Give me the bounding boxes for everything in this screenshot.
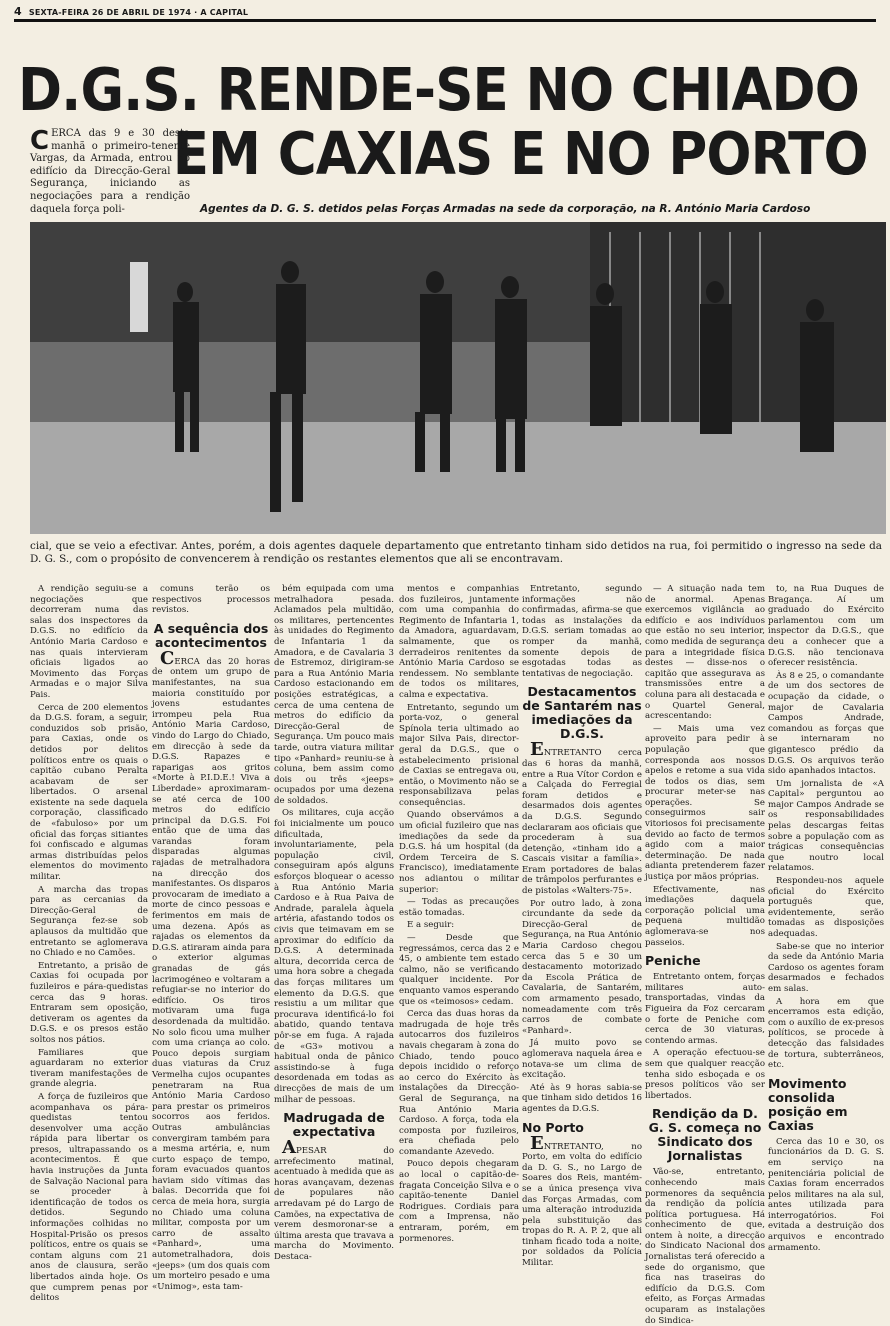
column-1 (30, 584, 148, 1304)
article-paragraph: to, na Rua Duques de Bragança. Aí um graduado do Exército parlamentou com um inspector da D.G.S., que deu a conhecer que a D.G.S. não tencionava oferecer resistência. (768, 584, 884, 669)
article-paragraph: Cerca das duas horas da madrugada de hoje três autocarros dos fuzileiros navais chegaram à zona do Chiado, tendo pouco depois incidido o reforço ao cerco do Exército às instalações da Direcção-Geral de Segurança, na Rua António Maria Cardoso. A força, toda ela composta por fuzileiros, era chefiada pelo comandante Azevedo. (399, 1009, 519, 1157)
column-5 (522, 584, 642, 1269)
article-paragraph: E a seguir: (407, 920, 455, 931)
page-number: 4 (14, 5, 22, 18)
section-heading-peniche: Peniche (645, 953, 701, 969)
headline-line-2: EM CAXIAS E NO PORTO (172, 119, 868, 188)
article-paragraph: Vão-se, entretanto, conhecendo mais pormenores da sequência da rendição da polícia política portuguesa. Há conhecimento de que, ontem à noite, a direcção do Sindicato Nacional dos Jornalistas terá oferecido a sede do organismo, que fica nas traseiras do edifício da D.G.S. Com efeito, as Forças Armadas ocuparam as instalações do Sindica- (645, 1167, 765, 1326)
article-paragraph: Entretanto, segundo um porta-voz, o general Spínola teria ultimado ao major Silva Pais, director-geral da D.G.S., que o estabelecimento prisional de Caxias se entregava ou, então, o Movimento não se responsabilizava pelas consequências. (399, 702, 519, 808)
article-paragraph: Às 8 e 25, o comandante de um dos sectores de ocupação da cidade, o major de Cavalaria Campos Andrade, comandou as forças que se internaram no gigantesco prédio da D.G.S. Os arquivos terão sido apanhados intactos. (768, 670, 884, 777)
article-paragraph: — Desde que regressámos, cerca das 2 e 45, o ambiente tem estado calmo, não se verificando qualquer incidente. Por enquanto vamos esperando que os «teimosos» cedam. (399, 933, 519, 1007)
article-paragraph: Cerca de 200 elementos da D.G.S. foram, a seguir, conduzidos sob prisão, para Caxias, onde os detidos por delitos políticos entre os quais o capitão cubano Peralta acabavam de ser libertados. O arsenal existente na sede daquela corporação, classificado de «fabuloso» por um oficial das forças sitiantes foi confiscado e algumas armas distribuídas pelos elementos do movimento militar. (30, 702, 148, 883)
article-paragraph: A marcha das tropas para as cercanias da Direcção-Geral de Segurança fez-se sob aplausos da multidão que entretanto se aglomerava no Chiado e no Camões. (30, 884, 148, 959)
article-paragraph: ENTRETANTO cerca das 6 horas da manhã, entre a Rua Vítor Cordon e a Calçada do Ferregial foram detidos e desarmados dois agentes da D.G.S. Segundo declararam aos oficiais que procederam à sua detenção, «tinham ido a Cascais visitar a família». Eram portadores de balas de trâmpolos perfurantes e de pistolas «Walters-75». (522, 739, 642, 897)
column-3 (274, 584, 394, 1263)
lede-text: ERCA das 9 e 30 desta manhã o primeiro-tenente Vargas, da Armada, entrou no edifício da Direcção-Geral de Segurança, iniciando as negociações para a rendição daquela força poli- (30, 128, 190, 215)
article-paragraph: bém equipada com uma metralhadora pesada. Aclamados pela multidão, os militares, pertencentes às unidades do Regimento de Infantaria 1 da Amadora, e de Cavalaria 3 de Estremoz, dirigiram-se para a Rua António Maria Cardoso estacionando em posições estratégicas, a cerca de uma centena de metros do edifício da Direcção-Geral de Segurança. Um pouco mais tarde, outra viatura militar tipo «Panhard» reuniu-se à coluna, bem assim como dois ou três «jeeps» ocupados por uma dezena de soldados. (274, 584, 394, 806)
section-heading-porto: No Porto (522, 1119, 584, 1135)
article-paragraph: A operação efectuou-se sem que qualquer reacção tenha sido esboçada e os presos políticos vão ser libertados. (645, 1048, 765, 1101)
article-paragraph: mentos e companhias dos fuzileiros, juntamente com uma companhia do Regimento de Infantaria 1, da Amadora, aguardavam, salmamente, que os derradeiros renitentes da António Maria Cardoso se rendessem. No semblante de todos os militares, calma e expectativa. (399, 584, 519, 700)
headline-line-1: D.G.S. RENDE-SE NO CHIADO (18, 55, 859, 124)
lede-dropcap: C (30, 126, 50, 156)
news-photo (30, 222, 886, 534)
article-paragraph: CERCA das 20 horas de ontem um grupo de manifestantes, na sua maioria constituído por jovens estudantes irrompeu pela Rua António Maria Cardoso, vindo do Largo do Chiado, em direcção à sede da D.G.S. Rapazes e raparigas aos gritos «Morte à P.I.D.E.! Viva a Liberdade» aproximaram-se até cerca de 100 metros do edifício principal da D.G.S. Foi então que de uma das varandas foram disparadas algumas rajadas de metralhadora na direcção dos manifestantes. Os disparos provocaram de imediato a morte de cinco pessoas e ferimentos em mais de uma dezena. Após as rajadas os elementos da D.G.S. atiraram ainda para o exterior algumas granadas de gás lacrimogéneo e voltaram a refugiar-se no interior do edifício. Os tiros motivaram uma fuga desordenada da multidão. No solo ficou uma mulher com uma criança ao colo. Pouco depois surgiam duas viaturas da Cruz Vermelha cujos ocupantes penetraram na Rua António Maria Cardoso para prestar os primeiros socorros aos feridos. Outras ambulâncias convergiram também para a mesma artéria, e, num curto espaço de tempo, foram evacuados quantos haviam sido vítimas das balas. Decorrida que foi cerca de meia hora, surgia no Chiado uma coluna militar, composta por um carro de assalto «Panhard», uma autometralhadora, dois «jeeps» (um dos quais com um morteiro pesado e uma «Unimog», esta tam- (152, 647, 270, 1292)
lede-paragraph (30, 128, 190, 216)
article-paragraph: Até às 9 horas sabia-se que tinham sido detidos 16 agentes da D.G.S. (522, 1082, 642, 1114)
article-paragraph: Cerca das 10 e 30, os funcionários da D. G. S. em serviço na penitenciária policial de Caxias foram encerrados pelos militares na ala sul, antes utilizada para interrogatórios. Foi evitada a destruição dos arquivos e encontrado armamento. (768, 1136, 884, 1253)
article-paragraph: Familiares que aguardaram no exterior tiveram manifestações de grande alegria. (30, 1047, 148, 1090)
article-paragraph: Efectivamente, nas imediações daquela corporação policial uma pequena multidão aglomerava-se nos passeios. (645, 884, 765, 948)
article-paragraph: ENTRETANTO, no Porto, em volta do edifício da D. G. S., no Largo de Soares dos Reis, mantém-se a única presença viva das Forças Armadas, com uma alteração introduzida pela substituição das tropas do R. A. P. 2, que ali tinham ficado toda a noite, por soldados da Polícia Militar. (522, 1132, 642, 1269)
article-paragraph: Entretanto ontem, forças militares auto-transportadas, vindas da Figueira da Foz cercaram o forte de Peniche com cerca de 30 viaturas, contendo armas. (645, 972, 765, 1046)
photo-illustration (30, 222, 886, 534)
column-6 (645, 584, 765, 1326)
article-paragraph: A hora em que encerramos esta edição, com o auxílio de ex-presos políticos, se procede à detecção das falsidades de tortura, subterrâneos, etc. (768, 996, 884, 1071)
article-paragraph: comuns terão os respectivos processos revistos. (152, 584, 270, 616)
article-paragraph: Quando observámos a um oficial fuzileiro que nas imediações da sede da D.G.S. há um hospital (da Ordem Terceira de S. Francisco), imediatamente nos adiantou o militar superior: (399, 810, 519, 895)
article-paragraph: Já muito povo se aglomerava naquela área e notava-se um clima de excitação. (522, 1038, 642, 1081)
article-paragraph: — Todas as precauções estão tomadas. (399, 897, 519, 918)
page-header (14, 4, 876, 22)
article-paragraph: Sabe-se que no interior da sede da António Maria Cardoso os agentes foram desarmados e fechados em salas. (768, 941, 884, 994)
section-heading-caxias: Movimento consolida posição em Caxias (768, 1075, 848, 1133)
article-paragraph: Respondeu-nos aquele oficial do Exército português que, evidentemente, serão tomadas as disposições adequadas. (768, 876, 884, 939)
article-paragraph: Os militares, cuja acção foi inicialmente um pouco dificultada, involuntariamente, pela população civil, conseguiram após alguns esforços bloquear o acesso à Rua António Maria Cardoso e à Rua Paiva de Andrade, paralela àquela artéria, afastando todos os civis que teimavam em se aproximar do edifício da D.G.S. A determinada altura, decorrida cerca de uma hora sobre a chegada das forças militares um elemento da D.G.S. que resistiu a um militar que procurava identificá-lo foi abatido, quando tentava pôr-se em fuga. A rajada de «G3» motivou a habitual onda de pânico assistindo-se à fuga desordenada em todas as direcções de mais de um milhar de pessoas. (274, 808, 394, 1105)
column-2 (152, 584, 270, 1292)
section-heading-madrugada: Madrugada de expectativa (283, 1110, 385, 1140)
article-paragraph: Um jornalista de «A Capital» perguntou ao major Campos Andrade se os responsabilidades pelas descargas feitas sobre a população com as trágicas consequências que noutro local relatamos. (768, 778, 884, 874)
article-paragraph: A força de fuzileiros que acompanhava os pára-quedistas tentou desenvolver uma acção rápida para libertar os presos, ultrapassando os acontecimentos. É que havia instruções da Junta de Salvação Nacional para se proceder à identificação de todos os detidos. Segundo informações colhidas no Hospital-Prisão os presos políticos, entre os quais se contam alguns com 21 anos de clausura, serão libertados ainda hoje. Os que cumprem penas por delitos (30, 1091, 148, 1304)
section-heading-sindicato: Rendição da D. G. S. começa no Sindicato dos Jornalistas (648, 1106, 762, 1164)
section-heading-sequencia: A sequência dos acontecimentos (153, 620, 269, 650)
article-paragraph: — A situação nada tem de anormal. Apenas exercemos vigilância ao edifício e aos indivíduos que estão no seu interior, como medida de segurança para a integridade física destes — disse-nos o capitão que assegurava as transmissões entre a coluna para ali destacada e o Quartel General, acrescentando: (645, 584, 765, 722)
section-heading-santarem: Destacamentos de Santarém nas imediações da D.G.S. (522, 684, 642, 742)
article-paragraph: Pouco depois chegaram ao local o capitão-de-fragata Conceição Silva e o capitão-tenente Daniel Rodrigues. Cordiais para com a Imprensa, não entraram, porém, em pormenores. (399, 1159, 519, 1244)
article-paragraph: Por outro lado, à zona circundante da sede da Direcção-Geral de Segurança, na Rua António Maria Cardoso chegou cerca das 5 e 30 um destacamento motorizado da Escola Prática de Cavalaria, de Santarém, com armamento pesado, nomeadamente com três carros de combate «Panhard». (522, 898, 642, 1036)
article-paragraph: Entretanto, a prisão de Caxias foi ocupada por fuzileiros e pára-quedistas cerca das 9 horas. Entraram sem oposição, detiveram os agentes da D.G.S. e os presos estão soltos nos pátios. (30, 960, 148, 1045)
column-4 (399, 584, 519, 1244)
header-line: SEXTA-FEIRA 26 DE ABRIL DE 1974 · A CAPITAL (28, 8, 249, 17)
photo-caption-continued: cial, que se veio a efectivar. Antes, porém, a dois agentes daquele departamento que entretanto tinham sido detidos na rua, foi permitido o ingresso na sede da D. G. S., com o propósito de convencerem à rendição os restantes elementos que ali se encontravam. (30, 540, 882, 565)
column-7 (768, 584, 884, 1253)
article-paragraph: Entretanto, segundo informações não confirmadas, afirma-se que todas as instalações da D.G.S. seriam tomadas ao romper da manhã, somente depois de esgotadas todas as tentativas de negociação. (522, 584, 642, 679)
article-paragraph: A rendição seguiu-se a negociações que decorreram numa das salas dos inspectores da D.G.S. no edifício da António Maria Cardoso e nas quais intervieram oficiais ligados ao Movimento das Forças Armadas e o major Silva Pais. (30, 584, 148, 700)
photo-caption-top: Agentes da D. G. S. detidos pelas Forças Armadas na sede da corporação, na R. António Maria Cardoso (200, 203, 811, 215)
article-paragraph: — Mais uma vez aproveito para pedir à população que corresponda aos nossos apelos e retome a sua vida de todos os dias, sem procurar meter-se nas operações. Se conseguirmos sair vitoriosos foi precisamente devido ao facto de termos agido com a maior determinação. De nada adianta pretenderem fazer justiça por mãos próprias. (645, 723, 765, 883)
article-paragraph: APESAR do arrefecimento matinal, acentuado à medida que as horas avançavam, dezenas de populares não arredavam pé do Largo de Camões, na expectativa de verem desmoronar-se a última aresta que travava a marcha do Movimento. Destaca- (274, 1137, 394, 1263)
